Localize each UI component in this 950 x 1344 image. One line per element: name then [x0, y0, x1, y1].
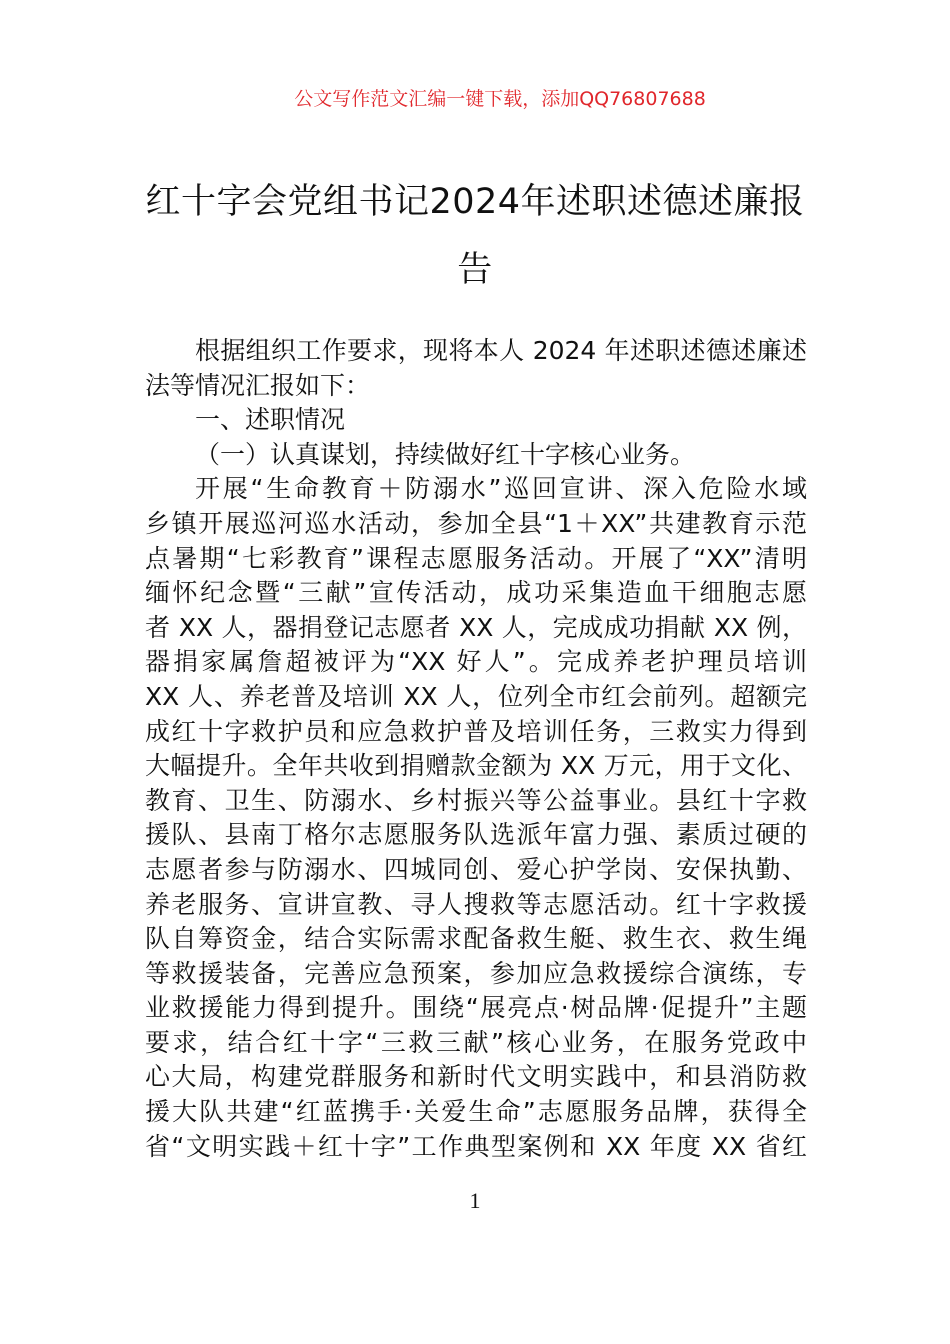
body-line: 志愿者参与防溺水、四城同创、爱心护学岗、安保执勤、	[145, 854, 807, 884]
body-line: 业救援能力得到提升。围绕“展亮点·树品牌·促提升”主题	[145, 993, 807, 1023]
body-line: 援大队共建“红蓝携手·关爱生命”志愿服务品牌，获得全	[145, 1097, 807, 1127]
document-title-line-1: 红十字会党组书记2024年述职述德述廉报	[145, 182, 805, 222]
body-line: 成红十字救护员和应急救护普及培训任务，三救实力得到	[145, 716, 807, 746]
section-heading: 一、述职情况	[195, 405, 346, 435]
body-line: 开展“生命教育＋防溺水”巡回宣讲、深入危险水域	[195, 474, 807, 504]
body-line: 器捐家属詹超被评为“XX 好人”。完成养老护理员培训	[145, 647, 807, 677]
body-line: 缅怀纪念暨“三献”宣传活动，成功采集造血干细胞志愿	[145, 578, 807, 608]
body-line: 援队、县南丁格尔志愿服务队选派年富力强、素质过硬的	[145, 820, 807, 850]
page-number: 1	[469, 1188, 481, 1213]
body-line: 心大局，构建党群服务和新时代文明实践中，和县消防救	[145, 1062, 807, 1092]
body-line: 教育、卫生、防溺水、乡村振兴等公益事业。县红十字救	[145, 785, 807, 815]
body-line: 点暑期“七彩教育”课程志愿服务活动。开展了“XX”清明	[145, 543, 807, 573]
subsection-heading: （一）认真谋划，持续做好红十字核心业务。	[195, 439, 696, 469]
body-line: 者 XX 人，器捐登记志愿者 XX 人，完成成功捐献 XX 例，	[145, 612, 807, 642]
body-line: 要求，结合红十字“三救三献”核心业务，在服务党政中	[145, 1027, 807, 1057]
document-title-line-2: 告	[457, 250, 493, 290]
body-line: 大幅提升。全年共收到捐赠款金额为 XX 万元，用于文化、	[145, 751, 807, 781]
document-body	[145, 334, 807, 1164]
body-line: 养老服务、宣讲宣教、寻人搜救等志愿活动。红十字救援	[145, 889, 807, 919]
body-line: 队自筹资金，结合实际需求配备救生艇、救生衣、救生绳	[145, 924, 807, 954]
body-line: 法等情况汇报如下：	[145, 370, 371, 400]
watermark-header: 公文写作范文汇编一键下载，添加QQ76807688	[294, 88, 706, 110]
body-line: 乡镇开展巡河巡水活动，参加全县“1＋XX”共建教育示范	[145, 508, 807, 538]
body-line: 根据组织工作要求，现将本人 2024 年述职述德述廉述	[195, 336, 807, 365]
body-line: 等救援装备，完善应急预案，参加应急救援综合演练，专	[145, 958, 807, 988]
body-line: XX 人、养老普及培训 XX 人，位列全市红会前列。超额完	[145, 681, 807, 711]
body-line: 省“文明实践＋红十字”工作典型案例和 XX 年度 XX 省红	[145, 1131, 807, 1161]
